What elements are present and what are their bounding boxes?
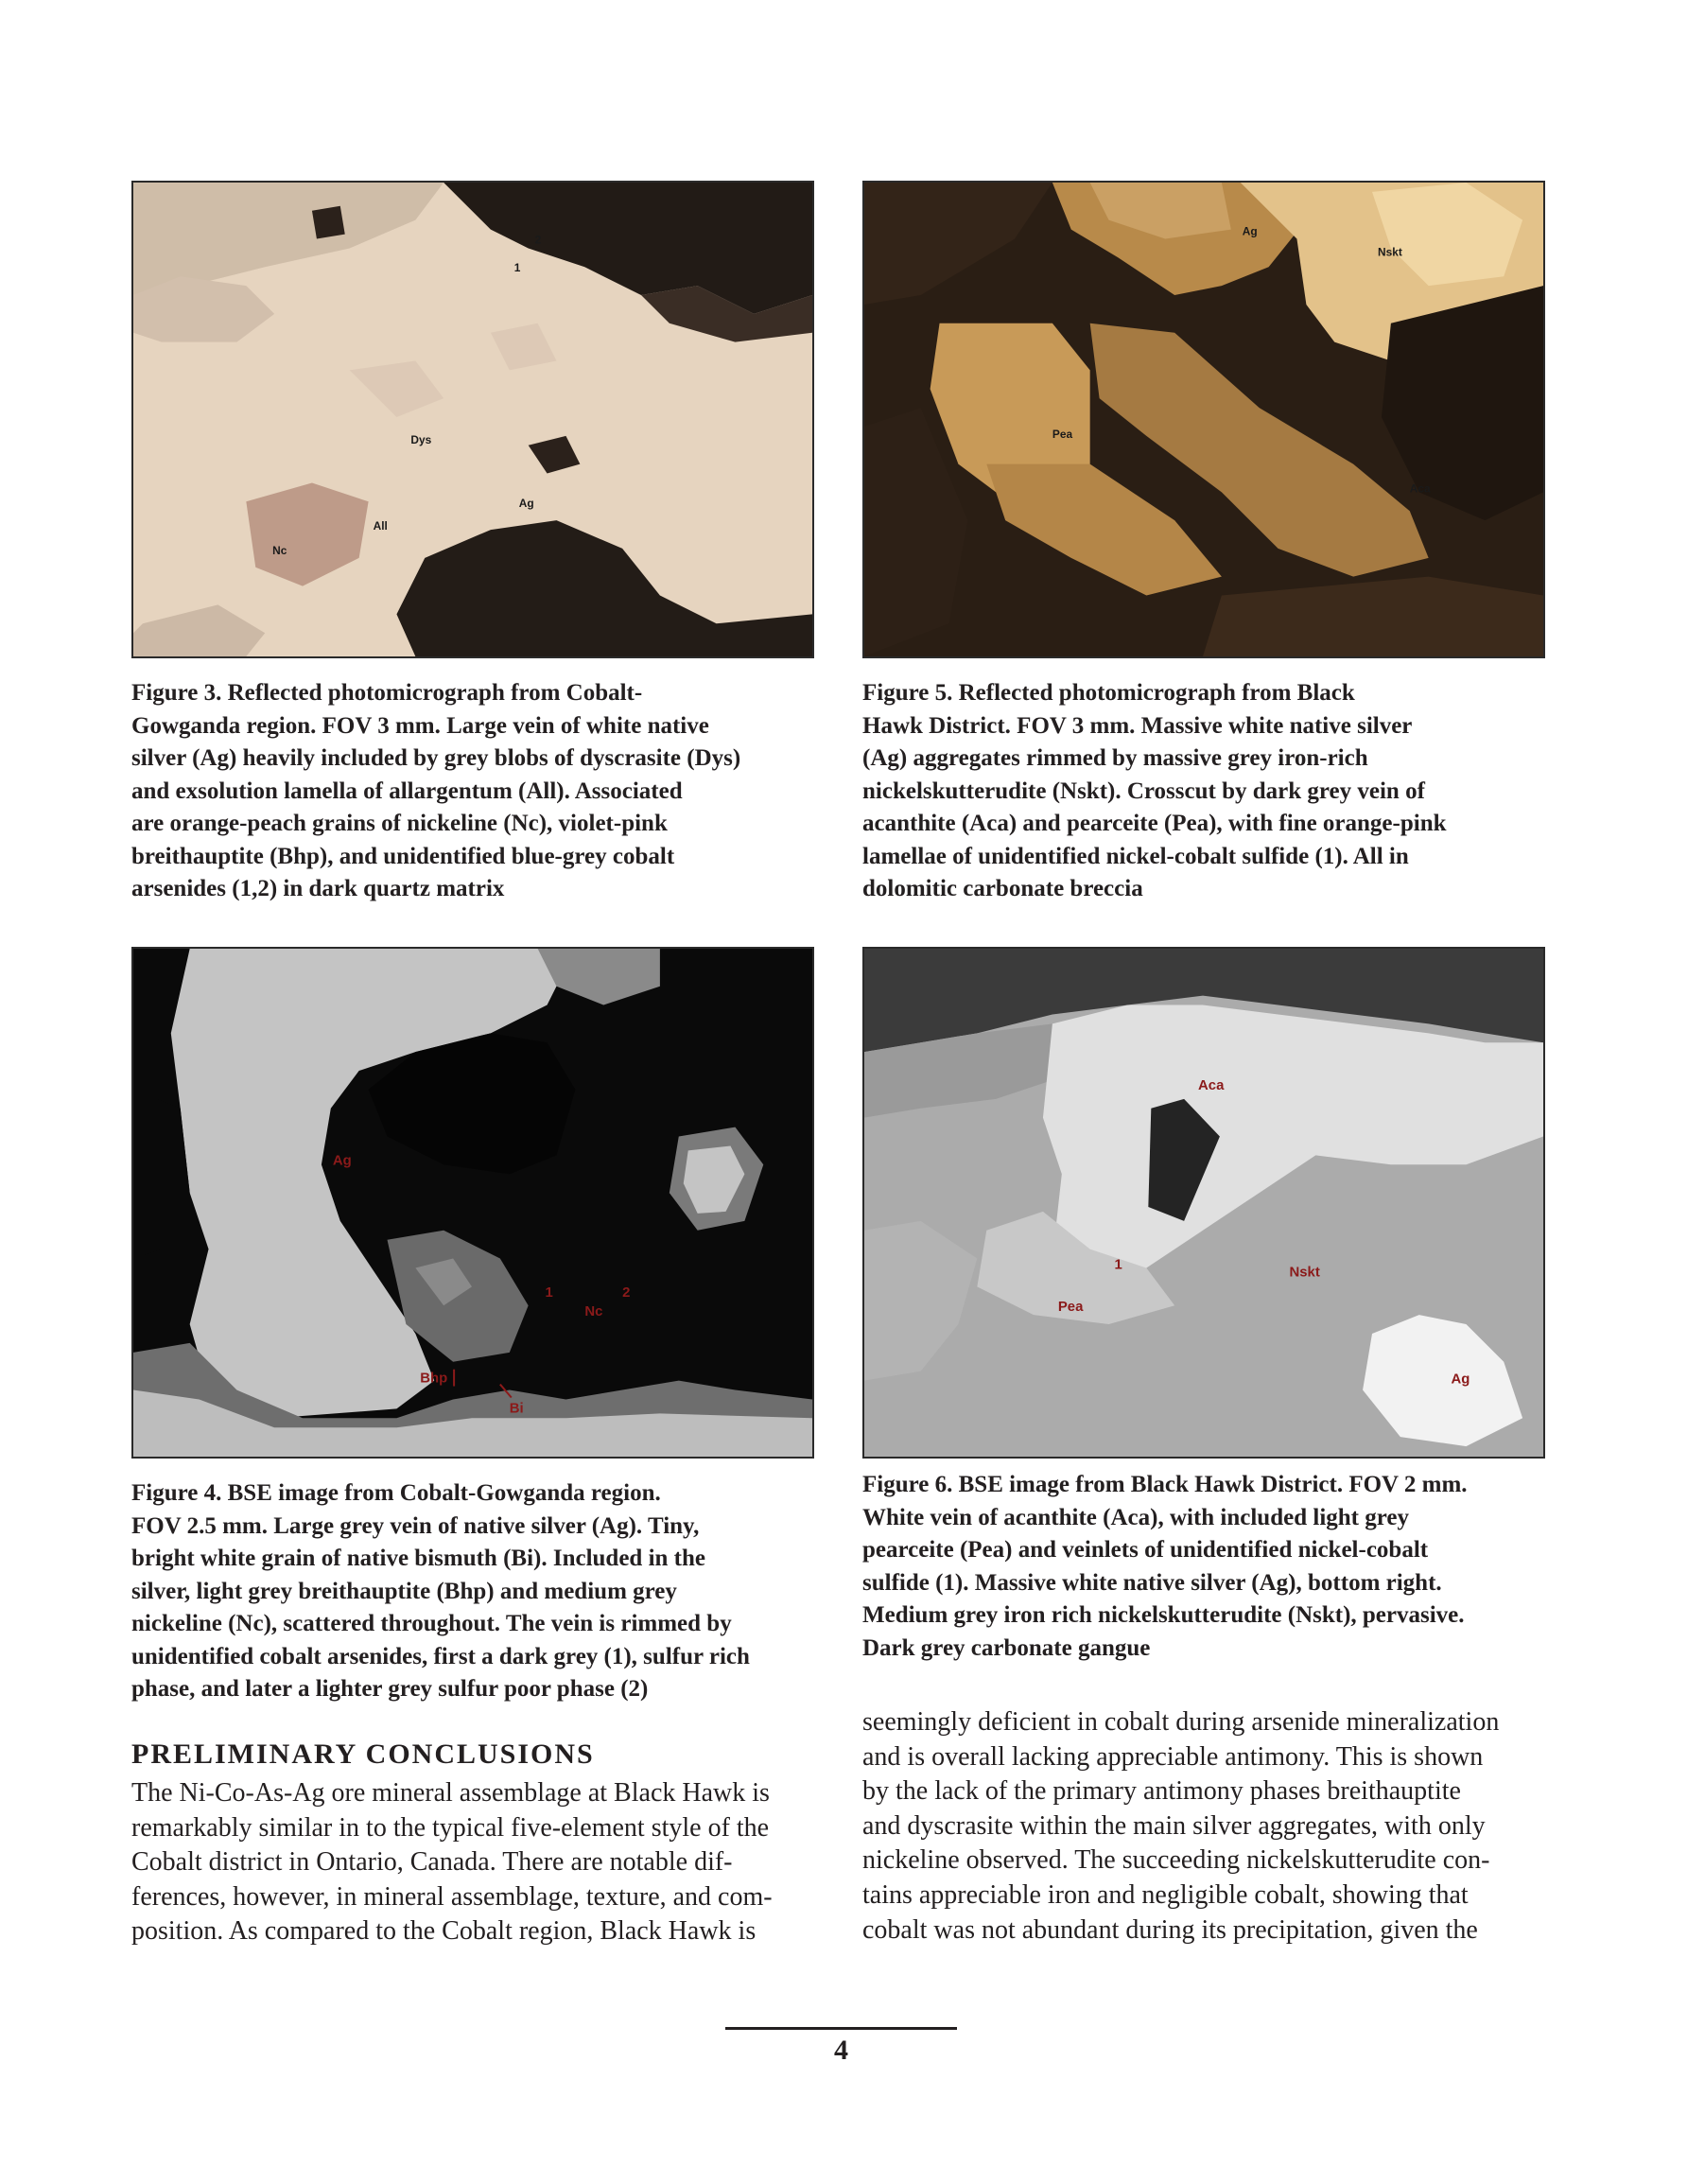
caption-line: Figure 5. Reflected photomicrograph from Black <box>862 680 1355 706</box>
label-dys: Dys <box>410 432 432 446</box>
caption-line: breithauptite (Bhp), and unidentified blue-grey cobalt <box>131 843 675 869</box>
caption-line: silver, light grey breithauptite (Bhp) and medium grey <box>131 1578 677 1604</box>
figure-3-caption <box>131 677 740 906</box>
body-line: and dyscrasite within the main silver aggregates, with only <box>862 1810 1486 1841</box>
body-line: cobalt was not abundant during its precipitation, given the <box>862 1914 1478 1945</box>
body-line: The Ni-Co-As-Ag ore mineral assemblage at Black Hawk is <box>131 1778 770 1808</box>
caption-line: Figure 6. BSE image from Black Hawk District. FOV 2 mm. <box>862 1472 1468 1497</box>
body-paragraph-left <box>131 1776 814 1949</box>
body-line: by the lack of the primary antimony phases breithauptite <box>862 1776 1461 1807</box>
caption-line: nickeline (Nc), scattered throughout. The vein is rimmed by <box>131 1611 732 1636</box>
label-1: 1 <box>1114 1257 1122 1273</box>
label-all: All <box>373 519 388 533</box>
caption-line: Figure 4. BSE image from Cobalt-Gowganda region. <box>131 1480 661 1506</box>
label-pea: Pea <box>1057 1300 1084 1316</box>
page-number: 4 <box>834 2035 848 2066</box>
label-ag: Ag <box>332 1153 352 1169</box>
figure-4-caption <box>131 1477 750 1706</box>
body-paragraph-right <box>862 1705 1545 1948</box>
body-line: seemingly deficient in cobalt during arsenide mineralization <box>862 1707 1500 1737</box>
caption-line: are orange-peach grains of nickeline (Nc), violet-pink <box>131 811 668 836</box>
body-line: position. As compared to the Cobalt region, Black Hawk is <box>131 1916 757 1947</box>
caption-line: FOV 2.5 mm. Large grey vein of native silver (Ag). Tiny, <box>131 1512 700 1539</box>
section-heading: PRELIMINARY CONCLUSIONS <box>131 1738 595 1770</box>
body-line: Cobalt district in Ontario, Canada. There are notable dif- <box>131 1847 733 1878</box>
caption-line: nickelskutterudite (Nskt). Crosscut by dark grey vein of <box>862 778 1425 804</box>
label-pea: Pea <box>1052 427 1073 441</box>
body-line: ferences, however, in mineral assemblage, texture, and com- <box>131 1881 773 1912</box>
label-nc: Nc <box>584 1304 603 1320</box>
caption-line: sulfide (1). Massive white native silver (Ag), bottom right. <box>862 1569 1442 1596</box>
caption-line: pearceite (Pea) and veinlets of unidentified nickel-cobalt <box>862 1537 1429 1563</box>
body-line: remarkably similar in to the typical five-element style of the <box>131 1812 770 1843</box>
caption-line: bright white grain of native bismuth (Bi). Included in the <box>131 1546 706 1571</box>
caption-line: dolomitic carbonate breccia <box>862 876 1143 901</box>
label-nc: Nc <box>272 543 287 557</box>
caption-line: (Ag) aggregates rimmed by massive grey iron-rich <box>862 745 1368 771</box>
label-2: 2 <box>534 233 542 247</box>
body-line: nickeline observed. The succeeding nickelskutterudite con- <box>862 1845 1490 1876</box>
label-aca: Aca <box>1409 481 1431 496</box>
label-2: 2 <box>622 1285 631 1302</box>
label-1: 1 <box>513 261 521 275</box>
figure-5-caption <box>862 677 1447 906</box>
caption-line: unidentified cobalt arsenides, first a dark grey (1), sulfur rich <box>131 1643 750 1669</box>
figure-6-caption <box>862 1469 1468 1665</box>
figure-5-image <box>862 181 1545 658</box>
caption-line: Medium grey iron rich nickelskutterudite (Nskt), pervasive. <box>862 1602 1465 1628</box>
label-bi: Bi <box>509 1401 524 1417</box>
label-ag: Ag <box>518 497 534 511</box>
label-nskt: Nskt <box>1377 245 1402 259</box>
caption-line: Gowganda region. FOV 3 mm. Large vein of white native <box>131 712 709 739</box>
label-bhp: Bhp <box>420 1371 448 1387</box>
figure-3-image <box>131 181 814 658</box>
label-aca: Aca <box>1198 1077 1225 1093</box>
caption-line: White vein of acanthite (Aca), with included light grey <box>862 1504 1409 1530</box>
figure-4-image <box>131 947 814 1459</box>
label-nskt: Nskt <box>1289 1265 1320 1281</box>
caption-line: phase, and later a lighter grey sulfur poor phase (2) <box>131 1676 649 1702</box>
caption-line: Figure 3. Reflected photomicrograph from Cobalt- <box>131 680 643 706</box>
body-line: tains appreciable iron and negligible cobalt, showing that <box>862 1879 1469 1910</box>
caption-line: and exsolution lamella of allargentum (All). Associated <box>131 778 683 804</box>
label-ag: Ag <box>1451 1372 1470 1388</box>
caption-line: silver (Ag) heavily included by grey blobs of dyscrasite (Dys) <box>131 745 741 771</box>
caption-line: Dark grey carbonate gangue <box>862 1634 1151 1661</box>
caption-line: lamellae of unidentified nickel-cobalt sulfide (1). All in <box>862 843 1409 869</box>
body-line: and is overall lacking appreciable antimony. This is shown <box>862 1741 1484 1772</box>
caption-line: Hawk District. FOV 3 mm. Massive white native silver <box>862 712 1413 739</box>
figure-6-image <box>862 947 1545 1459</box>
caption-line: arsenides (1,2) in dark quartz matrix <box>131 876 505 901</box>
label-ag: Ag <box>1242 224 1258 238</box>
footer-rule <box>725 2027 957 2030</box>
caption-line: acanthite (Aca) and pearceite (Pea), with fine orange-pink <box>862 811 1447 836</box>
label-1: 1 <box>545 1285 553 1302</box>
